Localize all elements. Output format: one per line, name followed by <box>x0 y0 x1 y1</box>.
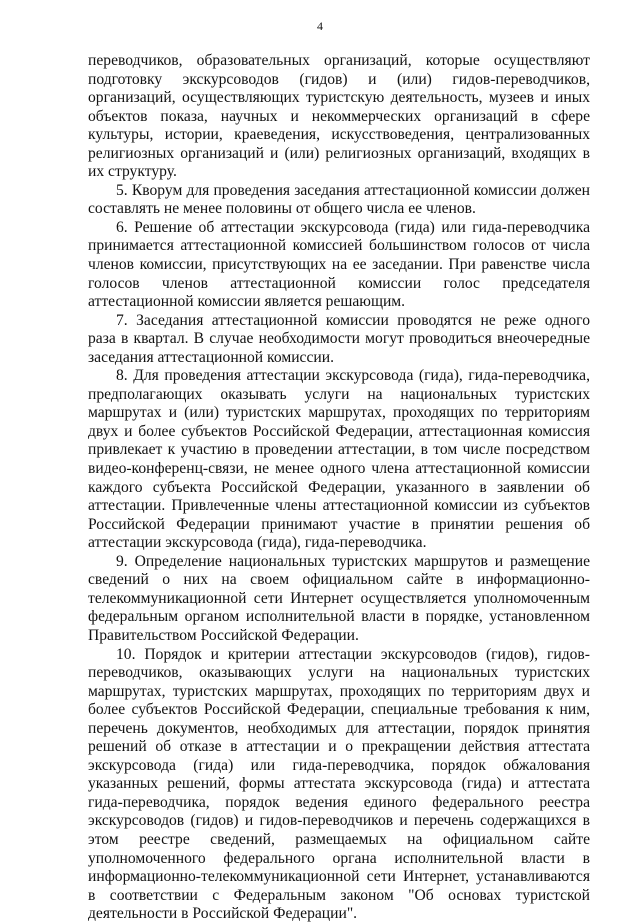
paragraph-9-routes: 9. Определение национальных туристских маршрутов и размещение сведений о них на своем официальном сайте в информационно-телекоммуникационной сети Интернет осуществляется уполномоченным федеральным органом исполнительной власти в порядке, установленном Правительством Российской Федерации. <box>88 552 590 644</box>
document-body <box>88 52 590 924</box>
paragraph-6-decision: 6. Решение об аттестации экскурсовода (гида) или гида-переводчика принимается аттестационной комиссией большинством голосов от числа членов комиссии, присутствующих на ее заседании. При равенстве числа голосов членов аттестационной комиссии голос председателя аттестационной комиссии является решающим. <box>88 218 590 311</box>
paragraph-8-attestation: 8. Для проведения аттестации экскурсовода (гида), гида-переводчика, предполагающих оказывать услуги на национальных туристских маршрутах и (или) туристских маршрутах, проходящих по территориям двух и более субъектов Российской Федерации, аттестационная комиссия привлекает к участию в проведении аттестации, в том числе посредством видео-конференц-связи, не менее одного члена аттестационной комиссии каждого субъекта Российской Федерации, указанного в заявлении об аттестации. Привлеченные члены аттестационной комиссии из субъектов Российской Федерации принимают участие в принятии решения об аттестации экскурсовода (гида), гида-переводчика. <box>88 367 590 552</box>
paragraph-7-meetings: 7. Заседания аттестационной комиссии проводятся не реже одного раза в квартал. В случае необходимости могут проводиться внеочередные заседания аттестационной комиссии. <box>88 311 590 366</box>
paragraph-10-procedure: 10. Порядок и критерии аттестации экскурсоводов (гидов), гидов-переводчиков, оказывающих услуги на национальных туристских маршрутах, туристских маршрутах, проходящих по территориям двух и более субъектов Российской Федерации, специальные требования к ним, перечень документов, необходимых для аттестации, порядок принятия решений об отказе в аттестации и о прекращении действия аттестата экскурсовода (гида) или гида-переводчика, порядок обжалования указанных решений, формы аттестата экскурсовода (гида) и аттестата гида-переводчика, порядок ведения единого федерального реестра экскурсоводов (гидов) и гидов-переводчиков и перечень содержащихся в этом реестре сведений, размещаемых на официальном сайте уполномоченного федерального органа исполнительной власти в информационно-телекоммуникационной сети Интернет, устанавливаются в соответствии с Федеральным законом "Об основах туристской деятельности в Российской Федерации". <box>88 645 590 923</box>
page-number: 4 <box>317 19 323 33</box>
paragraph-continuation: переводчиков, образовательных организаций, которые осуществляют подготовку экскурсоводов (гидов) и (или) гидов-переводчиков, организаций, осуществляющих туристскую деятельность, музеев и иных объектов показа, научных и некоммерческих организаций в сфере культуры, истории, краеведения, искусствоведения, централизованных религиозных организаций и (или) религиозных организаций, входящих в их структуру. <box>88 52 590 181</box>
paragraph-5-quorum: 5. Кворум для проведения заседания аттестационной комиссии должен составлять не менее половины от общего числа ее членов. <box>88 181 590 218</box>
